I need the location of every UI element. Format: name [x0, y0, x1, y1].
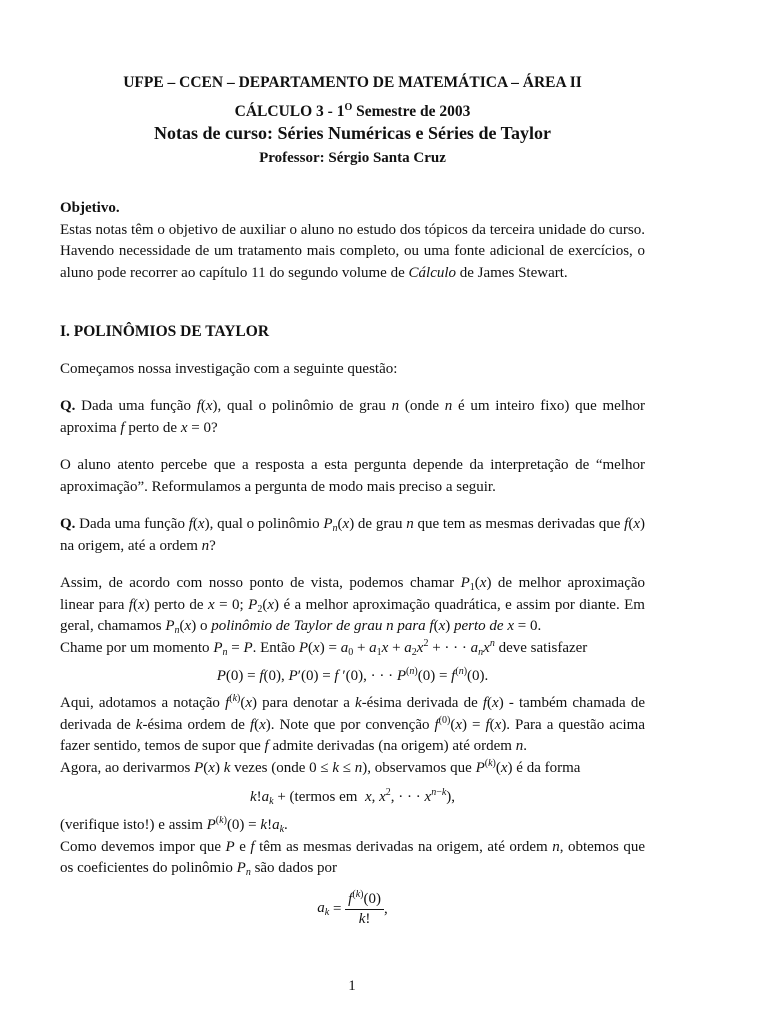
course-sup: O: [344, 101, 353, 113]
question-label: Q.: [60, 516, 76, 532]
definition-line: Chame por um momento $P_n = P$. Então $P(x) = a_0 + a_1x + a_2x^2$ + · · · $a_nx^n$ deve satisfazer: [60, 637, 588, 658]
course-prefix: CÁLCULO 3 - 1: [234, 102, 345, 120]
equation-form: $k!a_k$ + (termos em x, $x^2$, · · · $x^{n-k}$),: [249, 787, 456, 807]
document-page: [60, 72, 645, 929]
intro-paragraph: Começamos nossa investigação com a seguinte questão:: [60, 360, 398, 377]
course-suffix: Semestre de 2003: [352, 102, 471, 120]
institution-header: UFPE – CCEN – DEPARTAMENTO DE MATEMÁTICA – ÁREA II: [123, 74, 582, 91]
equation-derivatives: P(0) = f(0), P′(0) = f ′(0), · · · $P^{(n)}(0) = f^{(n)}(0)$.: [216, 666, 489, 684]
question-1: Q. Dada uma função f(x), qual o polinômio de grau n (onde n é um inteiro fixo) que melhor aproxima f perto de x = 0?: [60, 398, 645, 436]
book-title: Cálculo: [408, 264, 457, 281]
professor-line: Professor: Sérgio Santa Cruz: [259, 149, 446, 166]
question-label: Q.: [60, 398, 76, 414]
objective-paragraph: Estas notas têm o objetivo de auxiliar o aluno no estudo dos tópicos da terceira unidade do curso. Havendo necessidade de um tratamento mais completo, ou uma fonte adicional de exercícios, o aluno pode recorrer ao capítulo 11 do segundo volume de Cálculo de James Stewart.: [60, 221, 645, 281]
interpretation-paragraph: O aluno atento percebe que a resposta a esta pergunta depende da interpretação de “melhor aproximação”. Reformulamos a pergunta de modo mais preciso a seguir.: [60, 457, 645, 495]
notation-paragraph: Aqui, adotamos a notação $f^{(k)}(x)$ para denotar a k-ésima derivada de f(x) - também chamada de derivada de k-ésima ordem de f(x). Note que por convenção $f^{(0)}(x) = f(x)$. Para a questão acima fazer sentido, temos de supor que f admite derivadas (na origem) até ordem n.: [60, 693, 646, 754]
section-heading: I. POLINÔMIOS DE TAYLOR: [60, 323, 270, 340]
course-line: [60, 101, 645, 123]
derivation-line: Agora, ao derivarmos P(x) k vezes (onde 0 ≤ k ≤ n), observamos que $P^{(k)}(x)$ é da forma: [60, 757, 581, 776]
document-title: Notas de curso: Séries Numéricas e Séries de Taylor: [154, 123, 551, 143]
verify-line: (verifique isto!) e assim $P^{(k)}(0) = k!a_k$.: [60, 815, 288, 835]
page-number: 1: [348, 978, 356, 994]
viewpoint-paragraph: Assim, de acordo com nosso ponto de vista, podemos chamar $P_1(x)$ de melhor aproximação linear para f(x) perto de x = 0; $P_2(x)$ é a melhor aproximação quadrática, e assim por diante. Em geral, chamamos $P_n(x)$ o polinômio de Taylor de grau n para f(x) perto de x = 0.: [60, 575, 646, 636]
question-2: Q. Dada uma função f(x), qual o polinômio $P_n(x)$ de grau n que tem as mesmas derivadas que f(x) na origem, até a ordem n?: [60, 516, 645, 554]
equation-coefficients: $a_k$ = $\frac{f^{(k)}(0)}{k!}$ ,: [317, 888, 388, 927]
coefficient-paragraph: Como devemos impor que P e f têm as mesmas derivadas na origem, até ordem n, obtemos que os coeficientes do polinômio $P_n$ são dados por: [60, 838, 645, 878]
objective-heading: Objetivo.: [60, 200, 120, 216]
